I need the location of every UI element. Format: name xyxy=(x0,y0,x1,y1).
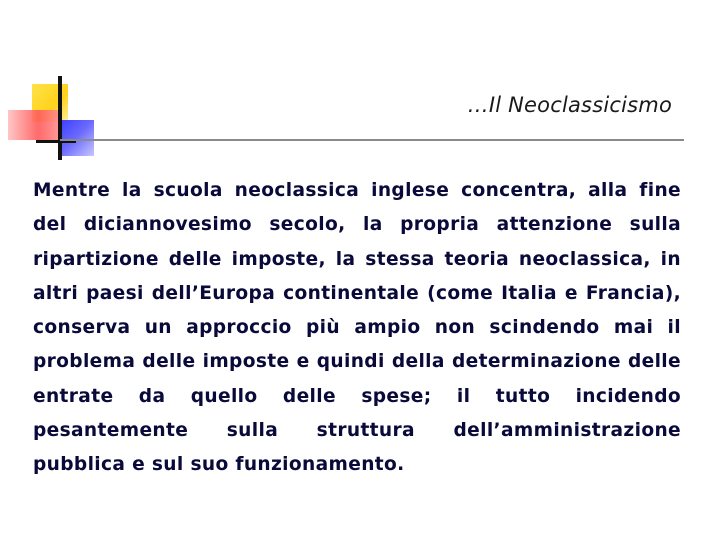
logo-vertical-bar xyxy=(58,76,62,160)
title-divider xyxy=(60,139,684,141)
slide-title: …Il Neoclassicismo xyxy=(467,93,672,117)
logo-blue-square xyxy=(58,120,94,156)
logo-red-square xyxy=(8,110,58,140)
slide-body-text: Mentre la scuola neoclassica inglese concentra, alla fine del diciannovesimo secolo, la propria attenzione sulla ripartizione delle imposte, la stessa teoria neoclassica, in altri paesi dell’Europa continentale (come Italia e Francia), conserva un approccio più ampio non scindendo mai il problema delle imposte e quindi della determinazione delle entrate da quello delle spese; il tutto incidendo pesantemente sulla struttura dell’amministrazione pubblica e sul suo funzionamento. xyxy=(33,180,681,476)
decorative-logo xyxy=(0,0,110,170)
